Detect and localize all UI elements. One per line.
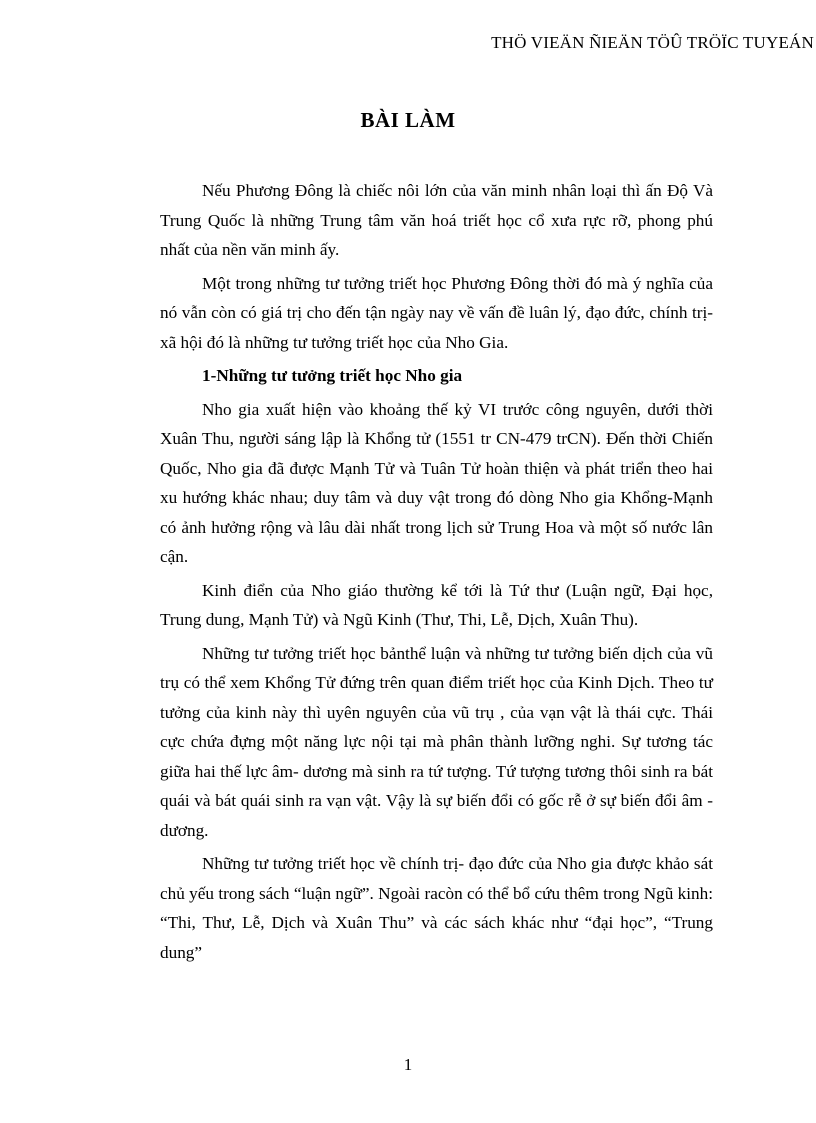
- paragraph-ontology: Những tư tưởng triết học bảnthể luận và những tư tưởng biến dịch của vũ trụ có thể xem Khổng Tử đứng trên quan điểm triết học của Kinh Dịch. Theo tư tưởng của kinh này thì uyên nguyên của vũ trụ , của vạn vật là thái cực. Thái cực chứa đựng một năng lực nội tại mà phân thành lưỡng nghi. Sự tương tác giữa hai thế lực âm- dương mà sinh ra tứ tượng. Tứ tượng tương thôi sinh ra bát quái và bát quái sinh ra vạn vật. Vậy là sự biến đổi có gốc rễ ở sự biến đổi âm -dương.: [160, 643, 713, 840]
- paragraph-politics-ethics: Những tư tưởng triết học về chính trị- đạo đức của Nho gia được khảo sát chủ yếu trong sách “luận ngữ”. Ngoài racòn có thể bổ cứu thêm trong Ngũ kinh: “Thi, Thư, Lễ, Dịch và Xuân Thu” và các sách khác như “đại học”, “Trung dung”: [160, 854, 713, 962]
- paragraph-intro: Nếu Phương Đông là chiếc nôi lớn của văn minh nhân loại thì ấn Độ Và Trung Quốc là những Trung tâm văn hoá triết học cổ xưa rực rỡ, phong phú nhất của nền văn minh ấy.: [160, 181, 713, 259]
- running-header: THÖ VIEÄN ÑIEÄN TÖÛ TRÖÏC TUYEÁN: [491, 33, 814, 52]
- paragraph-origin: Nho gia xuất hiện vào khoảng thế kỷ VI trước công nguyên, dưới thời Xuân Thu, người sáng lập là Khổng tử (1551 tr CN-479 trCN). Đến thời Chiến Quốc, Nho gia đã được Mạnh Tử và Tuân Tử hoàn thiện và phát triển theo hai xu hướng khác nhau; duy tâm và duy vật trong đó dòng Nho gia Khổng-Mạnh có ảnh hưởng rộng và lâu dài nhất trong lịch sử Trung Hoa và một số nước lân cận.: [160, 399, 713, 566]
- paragraph-classics: Kinh điển của Nho giáo thường kể tới là Tứ thư (Luận ngữ, Đại học, Trung dung, Mạnh Tử) và Ngũ Kinh (Thư, Thi, Lễ, Dịch, Xuân Thu).: [160, 580, 713, 629]
- paragraph-nho-gia-overview: Một trong những tư tưởng triết học Phương Đông thời đó mà ý nghĩa của nó vẫn còn có giá trị cho đến tận ngày nay về vấn đề luân lý, đạo đức, chính trị- xã hội đó là những tư tưởng triết học của Nho Gia.: [160, 273, 713, 352]
- page-title: BÀI LÀM: [360, 108, 456, 132]
- page-number: 1: [403, 1055, 413, 1074]
- document-body: [160, 176, 713, 971]
- section-heading: 1-Những tư tưởng triết học Nho gia: [202, 366, 463, 385]
